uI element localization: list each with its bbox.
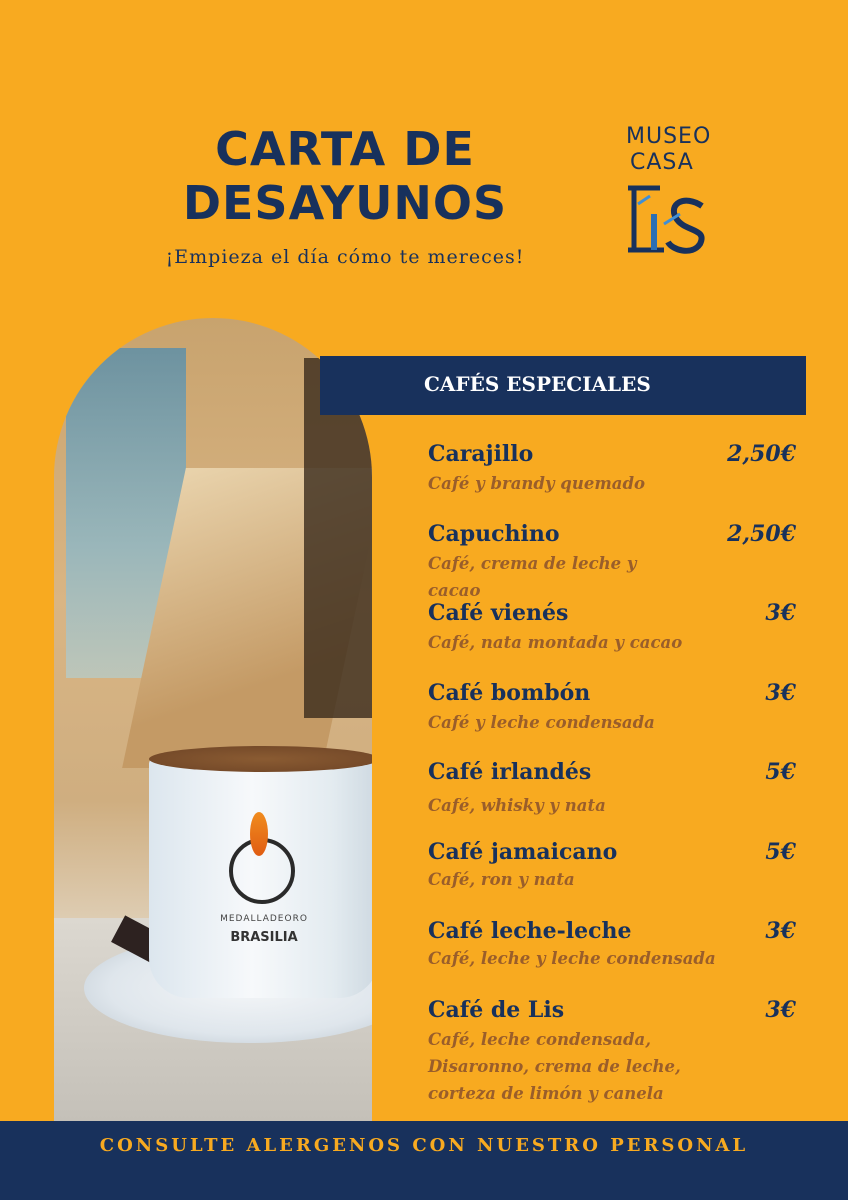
logo-line-2: CASA xyxy=(630,150,694,175)
page-subtitle: ¡Empieza el día cómo te mereces! xyxy=(165,246,525,268)
menu-item-name: Carajillo xyxy=(428,441,534,467)
menu-item-name: Café de Lis xyxy=(428,997,565,1023)
cup-logo-flame-icon xyxy=(250,812,268,856)
menu-item-name: Café leche-leche xyxy=(428,918,632,944)
section-title: CAFÉS ESPECIALES xyxy=(424,372,651,396)
logo-line-1: MUSEO xyxy=(626,124,712,149)
section-banner xyxy=(320,356,806,415)
title-line-2: DESAYUNOS xyxy=(182,176,508,230)
menu-item-description: Café, ron y nata xyxy=(428,870,575,889)
lis-monogram-icon xyxy=(624,184,714,256)
cup-brand-line-1: MEDALLADEORO xyxy=(220,914,308,924)
menu-item-name: Café vienés xyxy=(428,600,569,626)
menu-item-price: 3€ xyxy=(765,997,796,1023)
menu-item-price: 3€ xyxy=(765,918,796,944)
menu-item-name: Capuchino xyxy=(428,521,560,547)
menu-item-description: Café, crema de leche y cacao xyxy=(428,554,637,600)
menu-item-description: Café, leche y leche condensada xyxy=(428,949,716,968)
menu-item-name: Café irlandés xyxy=(428,759,592,785)
menu-item-price: 2,50€ xyxy=(727,521,796,547)
title-line-1: CARTA DE xyxy=(215,122,475,176)
cup-brand-line-2: BRASILIA xyxy=(230,930,298,945)
page-title xyxy=(150,122,540,230)
menu-item-description: Café y leche condensada xyxy=(428,713,655,732)
museo-casa-lis-logo xyxy=(616,124,726,260)
menu-item-price: 2,50€ xyxy=(727,441,796,467)
menu-item-description: Café, whisky y nata xyxy=(428,796,606,815)
photo-foam xyxy=(149,746,372,772)
menu-item-description: Café, leche condensada, Disaronno, crema de leche, corteza de limón y canela xyxy=(428,1030,681,1103)
menu-item-price: 3€ xyxy=(765,680,796,706)
footer-text: CONSULTE ALERGENOS CON NUESTRO PERSONAL xyxy=(99,1135,749,1156)
menu-item-name: Café bombón xyxy=(428,680,591,706)
menu-item-description: Café, nata montada y cacao xyxy=(428,633,683,652)
allergen-footer xyxy=(0,1121,848,1200)
menu-item-price: 5€ xyxy=(765,759,796,785)
menu-item-description: Café y brandy quemado xyxy=(428,474,646,493)
menu-item-price: 5€ xyxy=(765,839,796,865)
menu-item-price: 3€ xyxy=(765,600,796,626)
menu-item-name: Café jamaicano xyxy=(428,839,618,865)
coffee-cup-photo xyxy=(54,318,372,1123)
